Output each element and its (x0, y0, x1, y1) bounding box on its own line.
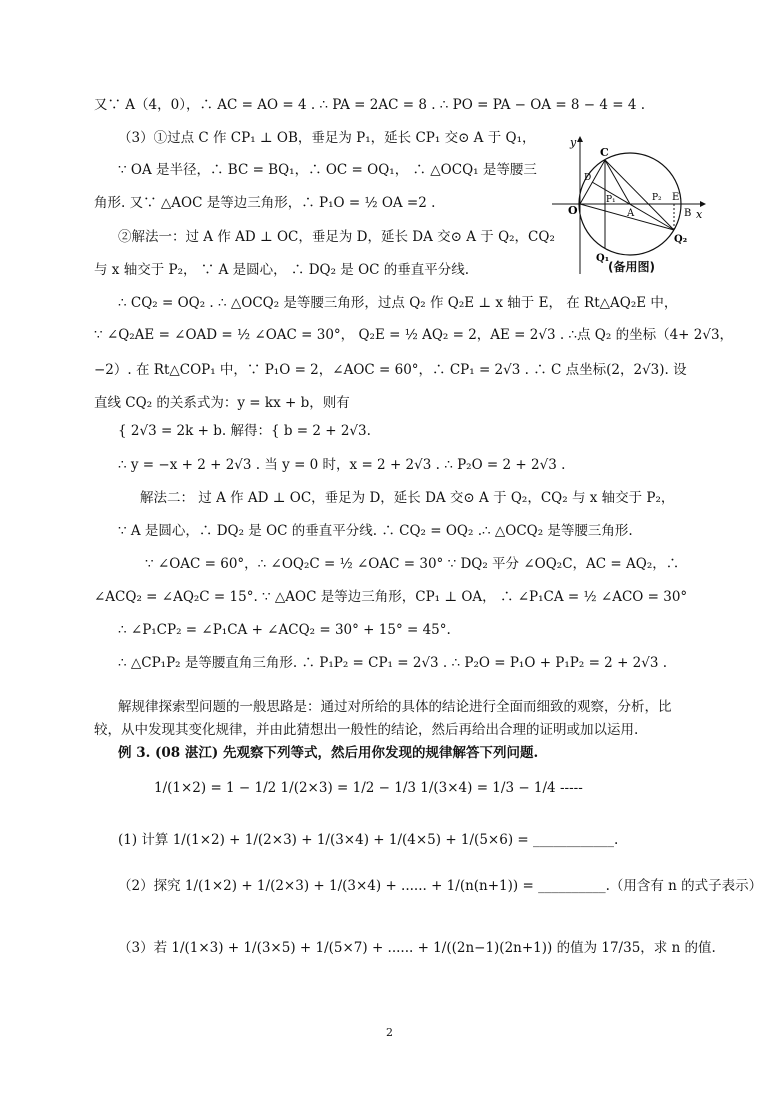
label-p1: P₁ (606, 195, 616, 205)
label-o: O (568, 204, 578, 217)
label-d: D (584, 173, 592, 183)
figure-caption: (备用图) (608, 260, 655, 274)
text-line-3: ∵ OA 是半径，∴ BC = BQ₁，∴ OC = OQ₁， ∴ △OCQ₁ 是等腰三 (118, 162, 537, 178)
text-line-10: 直线 CQ₂ 的关系式为：y = kx + b，则有 (94, 395, 350, 411)
text-line-13: 解法二： 过 A 作 AD ⊥ OC，垂足为 D，延长 DA 交⊙ A 于 Q₂，CQ₂ 与 x 轴交于 P₂， (140, 490, 675, 506)
page-number: 2 (386, 1026, 393, 1039)
text-line-7: ∴ CQ₂ = OQ₂ . ∴ △OCQ₂ 是等腰三角形，过点 Q₂ 作 Q₂E ⊥ x 轴于 E， 在 Rt△AQ₂E 中， (118, 295, 678, 311)
text-line-2: （3）①过点 C 作 CP₁ ⊥ OB，垂足为 P₁，延长 CP₁ 交⊙ A 于 Q₁， (118, 130, 536, 146)
text-line-6: 与 x 轴交于 P₂， ∵ A 是圆心， ∴ DQ₂ 是 OC 的垂直平分线. (94, 262, 470, 278)
text-line-9: −2）. 在 Rt△COP₁ 中，∵ P₁O = 2，∠AOC = 60°，∴ CP₁ = 2√3 . ∴ C 点坐标(2，2√3). 设 (94, 362, 687, 378)
label-y: y (570, 136, 577, 149)
text-line-16: ∠ACQ₂ = ∠AQ₂C = 15°. ∵ △AOC 是等边三角形，CP₁ ⊥ OA， ∴ ∠P₁CA = ½ ∠ACO = 30° (94, 589, 688, 605)
text-line-4: 角形. 又∵ △AOC 是等边三角形，∴ P₁O = ½ OA =2 . (94, 195, 436, 211)
label-q2: Q₂ (674, 234, 688, 245)
label-p2: P₂ (652, 193, 662, 203)
label-b: B (684, 208, 692, 219)
text-line-1: 又∵ A（4，0），∴ AC = AO = 4 . ∴ PA = 2AC = 8 . ∴ PO = PA − OA = 8 − 4 = 4 . (94, 97, 646, 113)
text-line-11: { 2√3 = 2k + b. 解得：{ b = 2 + 2√3. (118, 423, 371, 439)
label-a: A (627, 208, 635, 219)
text-line-20: 较，从中发现其变化规律，并由此猜想出一般性的结论，然后再给出合理的证明或加以运用. (94, 722, 639, 738)
text-line-15: ∵ ∠OAC = 60°，∴ ∠OQ₂C = ½ ∠OAC = 30° ∵ DQ₂ 平分 ∠OQ₂C，AC = AQ₂，∴ (145, 556, 680, 572)
text-line-5: ②解法一：过 A 作 AD ⊥ OC，垂足为 D，延长 DA 交⊙ A 于 Q₂，CQ₂ (118, 229, 555, 245)
label-q1: Q₁ (596, 253, 610, 264)
x-axis-arrow (700, 201, 706, 207)
example-heading: 例 3. (08 湛江) 先观察下列等式，然后用你发现的规律解答下列问题. (118, 745, 539, 761)
text-line-22: 1/(1×2) = 1 − 1/2 1/(2×3) = 1/2 − 1/3 1/(3×4) = 1/3 − 1/4 ----- (154, 780, 583, 796)
text-line-23: (1) 计算 1/(1×2) + 1/(2×3) + 1/(3×4) + 1/(4×5) + 1/(5×6) = ____________. (118, 832, 619, 848)
label-c: C (600, 146, 609, 159)
segment-dq2 (592, 182, 674, 230)
label-e: E (672, 192, 680, 203)
text-line-18: ∴ △CP₁P₂ 是等腰直角三角形. ∴ P₁P₂ = CP₁ = 2√3 . ∴ P₂O = P₁O + P₁P₂ = 2 + 2√3 . (118, 655, 668, 671)
text-line-24: （2）探究 1/(1×2) + 1/(2×3) + 1/(3×4) + ...... + 1/(n(n+1)) = __________.（用含有 n 的式子表示） (118, 878, 763, 894)
text-line-12: ∴ y = −x + 2 + 2√3 . 当 y = 0 时，x = 2 + 2√3 . ∴ P₂O = 2 + 2√3 . (118, 457, 566, 473)
text-line-19: 解规律探索型问题的一般思路是：通过对所给的具体的结论进行全面而细致的观察，分析，比 (118, 699, 672, 715)
text-line-8: ∵ ∠Q₂AE = ∠OAD = ½ ∠OAC = 30°， Q₂E = ½ AQ₂ = 2，AE = 2√3 . ∴点 Q₂ 的坐标（4+ 2√3， (94, 327, 734, 343)
text-line-25: （3）若 1/(1×3) + 1/(3×5) + 1/(5×7) + ...... + 1/((2n−1)(2n+1)) 的值为 17/35，求 n 的值. (118, 940, 716, 956)
text-line-14: ∵ A 是圆心，∴ DQ₂ 是 OC 的垂直平分线. ∴ CQ₂ = OQ₂ .∴ △OCQ₂ 是等腰三角形. (118, 523, 633, 539)
y-axis-arrow (577, 136, 583, 142)
label-x: x (696, 208, 703, 221)
text-line-17: ∴ ∠P₁CP₂ = ∠P₁CA + ∠ACQ₂ = 30° + 15° = 45°. (118, 622, 451, 638)
